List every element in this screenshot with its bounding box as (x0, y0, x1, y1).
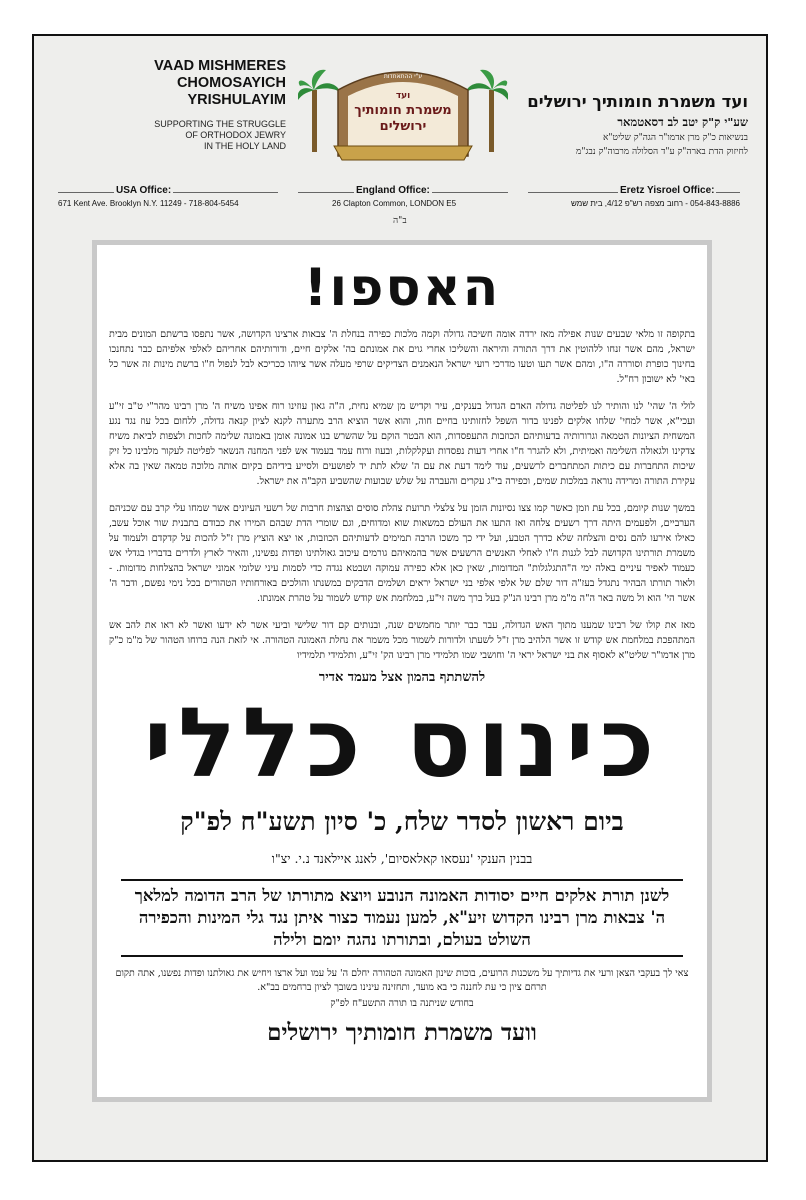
palm-tree-left-icon (298, 70, 340, 152)
org-hebrew-nesius: בנשיאות כ"ק מרן אדמו"ר הגה"ק שליט"א (602, 133, 748, 143)
usa-office-address: 671 Kent Ave. Brooklyn N.Y. 11249 - 718-804-5454 (58, 199, 239, 208)
logo-ribbon (334, 146, 472, 160)
event-venue: בבנין הענקי 'נעסאו קאלאסיום', לאנג איילאנד נ.י. יצ"ו (271, 851, 533, 866)
org-hebrew-mission: לחיזוק הדת בארה"ק ע"ד הסלולה מרבוה"ק נבג"מ (576, 147, 748, 157)
england-office (298, 184, 508, 214)
org-english-name-line2: CHOMOSAYICH YRISHULAYIM (176, 75, 286, 108)
closing-text: צאי לך בעקבי הצאן ורעי את גדיותיך על משכנות הרועים, בוכות שינון האמונה הטהורה יחלם ה' על עמו ועל ארצו ויחיש את גאולתנו ופדות נפשנו, אתה תקום תרחם ציון כי עת לחננה כי בא מועד, ותחזינה עינינו בשובך לציון ברחמים בב"א. (115, 968, 689, 993)
org-english-header (116, 58, 286, 152)
paragraph-2: לולי ה' שהי' לנו והותיר לנו לפליטה גדולה האדם הגדול בענקים, עיר וקדיש מן שמיא נחית, ה"ה גאון עוזינו רוח אפינו משיח ה' מרן רבינו מהר"י ט"ב זי"ע ועכי"א, אשר למחי' שלחו אלקים לפנינו בדור השפל לחזותינו בחיים חוה, והוא אשר הוציא הרב מתערה לקנא לציון קנאה גדולה, ללחום בכל עוז נגד נגע המשחית הציונות הטמאה וגרורותיה בדעותיהם הכוזבות התעפסדות, הוא הבטר הוקם על שהשרש בנו אמונה אומן באמונה שלימה לחכות ולצפות לביאת משיח צדקינו ולגאולה השלימה ואמיתית, ולא להגרר ח"ו אחרי דעות נפסדות ועקלקלות, ובעוז ורוח עמד בעמוד אש לפני המחנה הנשאר לפליטה לעקור מלבינו כל זיק שיכות התחברות עם כיתות המתחברים לרשעים, עוד לימד דעת את עם ה' שלא לתת יד לפושעים ולסייע בידיהם בקיום אותה מלוכה טמאה שאין בה אלא עקירת התורה ומרידה נוראה במלכות שמים, וכפירה בי"ג עקרים והעברה על שלש שבועות שהשביע הקב"ה את ישראל. (109, 401, 695, 487)
org-logo (298, 60, 508, 164)
main-title: האספו! (303, 258, 501, 318)
org-english-name-line1: VAAD MISHMERES (154, 58, 286, 74)
israel-office-address: 054-843-8886 - רחוב מצפה רש"פ 4/12, בית שמש (571, 199, 740, 208)
org-hebrew-name: ועד משמרת חומותיך ירושלים (527, 92, 748, 111)
england-office-title: England Office: (356, 185, 430, 196)
org-hebrew-header (498, 92, 748, 157)
offices-row (58, 184, 748, 214)
tagline-line3: IN THE HOLY LAND (203, 141, 286, 151)
signature: וועד משמרת חומותיך ירושלים (267, 1019, 537, 1046)
event-title: כינוס כללי (143, 687, 661, 799)
event-date: ביום ראשון לסדר שלח, כ' סיון תשע"ח לפ"ק (180, 807, 624, 836)
logo-name-line2: משמרת חומותיך (354, 103, 452, 118)
usa-office (58, 184, 278, 214)
closing-date: בחודש שניתנה בו תורה התשע"ח לפ"ק (330, 998, 474, 1009)
invite-line: להשתתף בהמון אצל מעמד אדיר (318, 670, 486, 685)
event-goal-box: לשנן תורת אלקים חיים יסודות האמונה הנובע ויוצא מתורתו של הרב הדומה למלאך ה' צבאות מרן רבינו הקדוש זיע"א, למען נעמוד כצור איתן נגד גלי המינות והכפירה השולט בעולם, ובתורתו נהגה יומם ולילה (121, 879, 683, 957)
main-content (109, 245, 695, 1046)
bh-mark: ב"ה (393, 216, 407, 226)
tagline-line2: OF ORTHODOX JEWRY (185, 130, 286, 140)
org-hebrew-sub: שע"י ק"ק יטב לב דסאטמאר (617, 115, 748, 129)
tagline-line1: SUPPORTING THE STRUGGLE (154, 119, 286, 129)
logo-top-text: ע"י ההתאחדות (383, 73, 423, 80)
israel-office (528, 184, 740, 214)
logo-name-line3: ירושלים (379, 119, 427, 134)
israel-office-title: Eretz Yisroel Office: (620, 185, 715, 196)
paragraph-4: מאז את קולו של רבינו שמענו מתוך האש הגדולה, עבר כבר יותר מחמשים שנה, ובנותים קם דור שלישי וביעי אשר לא ידעו ואשר לא ראו את להב אש המתהפכת במלחמת אש קודש זו אשר הלהיב מרן ז"ל לשעתו ולדורות לשמור מכל משמר את נחלת האמונה הטהורה. אי לזאת הנה ברוחו הטהור של מ"מ כ"ק מרן אדמו"ר שליט"א לאסוף את בני ישראל יראי ה' וחושבי שמו תלמידי מרן רבינו הק' זי"ע, ותלמידי תלמידיו (109, 620, 695, 661)
usa-office-title: USA Office: (116, 185, 172, 196)
main-panel (92, 240, 712, 1102)
paragraph-1: בתקופה זו מלאי שבעים שנות אפילה מאז ירדה אומה חשיכה גדולה וקמה מלכות כפירה בנחלת ה' צבאות ארצינו הקדושה, אשר נתפסו ברשתם המונים מבית ישראל, מהם אשר זנחו ללהוטין את דרך התורה והיראה והשליכו אחרי גוים את אמונתם בה' אלקים חיים, ודורותיהם אחריהם לאלפי אלפיהם כבר נתחנכו בחינוך כופרת וסוררה ה"ו, ומהם אשר תעו וטעו מדרכי רועי ישראל הנאמנים הצדיקים שרפי מעלה אשר ציוהו ככריכא לבל לנפול ח"ו ברשת מינות זה אשר כל באי' לא ישובון רח"ל. (109, 329, 695, 385)
paragraph-3: במשך שנות קיומם, בכל עת וזמן כאשר קמו צצו נסיונות הזמן על צלצלי תרועת צהלת סוסים וצהצות חרבות של רשעי העיונים אשר שמחו עלי קרב עם שכניהם הערביים, ולפעמים היתה דרך רשעים צלחה ואז התעו את העולם במשאות שוא ומדוחים, וגם שומרי הדת שבהם המירו את כבודם בתבנית שור אוכל עשב, כאילו אירעו להם נסים והצלחה שלא כדרך הטבע, ועל ידי כך משכו הרבה תמימים לדעותיהם הכוזבות, או יצא הוציץ מרן ז"ל להכות על קדקדם ולעמוד על משמרת תורתינו הקדושה לבל לגנות ח"ו לאחלי האנשים הרשעים אשר בהמאיהם גורמים עיכוב גאולתינו ופדות נפשינו, והאיר לארץ ולדרים בדבריו בגדלי אש כעמוד לאפיר עיניים באלה ימי ה"התגלגלות" המדומות, שאין כאן אלא כפירה עמוקה ושבטא נגדה כדי לסמות עיני שלומי אמוני ישראל בהצלחות מדומות. - ולאור תורתו הבהיר נתגדל בעז"ה דור שלם של אלפי אלפי בני ישראל יראים ושלמים הדבקים במשנתו והולכים באורחותיו הטהורים בכל נימי נפשם, ודבר ה' אשר הי' הוא ול משה באר ה"ה מ"מ מרן רבינו הנ"ק בעל ברך משה זי"ע, במלחמת אש קודש לשמור על טהרת אמונתו. (109, 503, 695, 604)
england-office-address: 26 Clapton Common, LONDON E5 (332, 199, 457, 208)
logo-name-line1: ועד (395, 91, 411, 101)
